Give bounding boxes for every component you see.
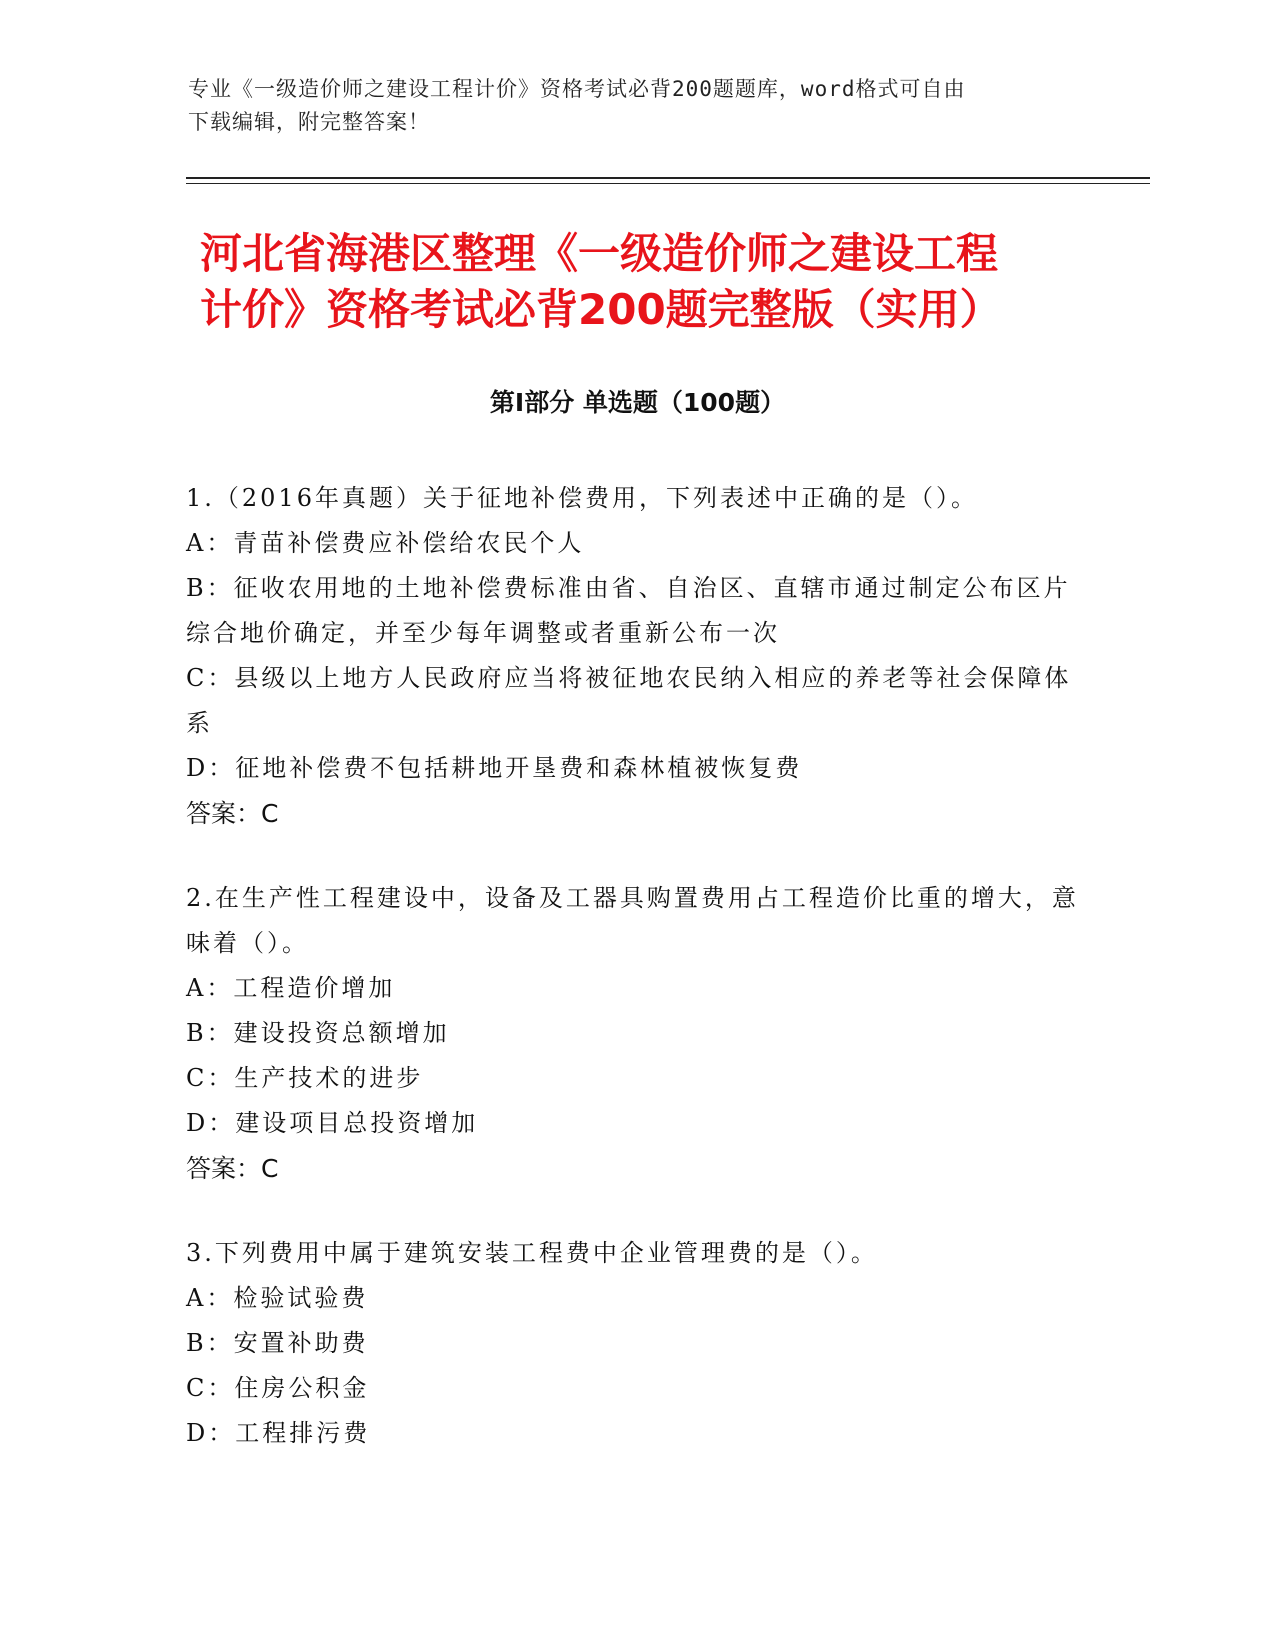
question-option-d: D：征地补偿费不包括耕地开垦费和森林植被恢复费 [186,754,803,782]
question-list [186,476,1086,1496]
document-title-line-2: 计价》资格考试必背200题完整版（实用） [200,285,1002,334]
question-1 [186,476,1086,836]
header-rule-thick [186,177,1150,179]
question-option-b: B：安置补助费 [186,1329,369,1357]
question-stem: 3.下列费用中属于建筑安装工程费中企业管理费的是（）。 [186,1239,878,1267]
header-note-line-2: 下载编辑，附完整答案！ [188,110,430,134]
header-note [188,73,1088,139]
question-option-b: B：建设投资总额增加 [186,1019,450,1047]
question-option-c: C：住房公积金 [186,1374,370,1402]
document-title [200,226,1100,338]
question-option-a: A：青苗补偿费应补偿给农民个人 [186,529,585,557]
question-option-b: B：征收农用地的土地补偿费标准由省、自治区、直辖市通过制定公布区片综合地价确定，并至少每年调整或者重新公布一次 [186,574,1071,647]
question-answer: 答案：C [186,799,279,828]
question-option-c: C：生产技术的进步 [186,1064,424,1092]
question-option-a: A：工程造价增加 [186,974,396,1002]
question-option-d: D：建设项目总投资增加 [186,1109,479,1137]
question-2 [186,876,1086,1191]
question-3 [186,1231,1086,1456]
header-note-line-1: 专业《一级造价师之建设工程计价》资格考试必背200题题库，word格式可自由 [188,77,966,101]
header-rule-thin [186,183,1150,184]
section-title: 第Ⅰ部分 单选题（100题） [489,388,786,417]
question-option-d: D：工程排污费 [186,1419,371,1447]
question-stem: 1.（2016年真题）关于征地补偿费用，下列表述中正确的是（）。 [186,484,978,512]
question-answer: 答案：C [186,1154,279,1183]
question-option-c: C：县级以上地方人民政府应当将被征地农民纳入相应的养老等社会保障体系 [186,664,1072,737]
question-stem: 2.在生产性工程建设中，设备及工器具购置费用占工程造价比重的增大，意味着（）。 [186,884,1079,957]
document-title-line-1: 河北省海港区整理《一级造价师之建设工程 [200,229,999,278]
question-option-a: A：检验试验费 [186,1284,369,1312]
